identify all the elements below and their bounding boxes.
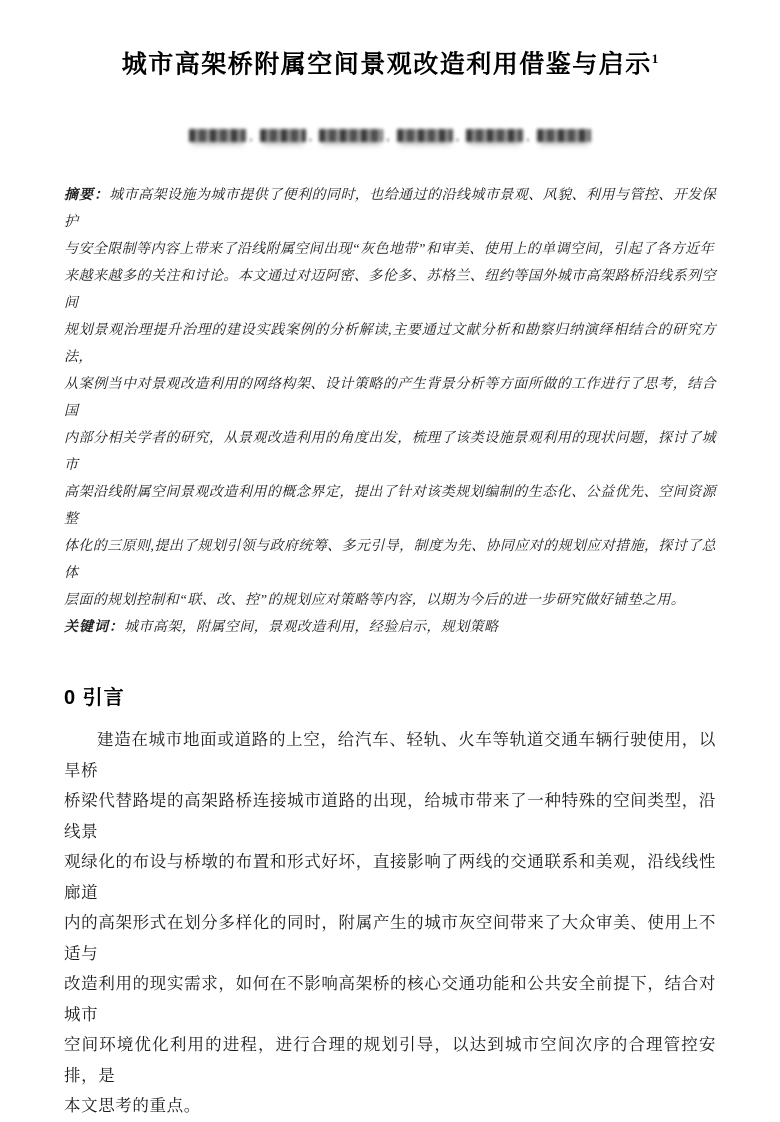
- intro-paragraph: [64, 725, 716, 1122]
- author-name-redacted: [466, 129, 523, 142]
- author-separator: ,: [455, 129, 460, 145]
- abstract-line: 高架沿线附属空间景观改造利用的概念界定，提出了针对该类规划编制的生态化、公益优先、空间资源整: [64, 485, 716, 528]
- abstract-line: 从案例当中对景观改造利用的网络构架、设计策略的产生背景分析等方面所做的工作进行了思考，结合国: [64, 377, 716, 420]
- document-page: [0, 44, 780, 1116]
- paragraph-line: 改造利用的现实需求，如何在不影响高架桥的核心交通功能和公共安全前提下，结合对城市: [64, 974, 716, 1024]
- abstract-block: [64, 182, 716, 641]
- abstract-line: 与安全限制等内容上带来了沿线附属空间出现“灰色地带”和审美、使用上的单调空间，引起了各方近年: [64, 242, 714, 258]
- author-separator: ,: [308, 129, 313, 145]
- section-heading: 0 引言: [64, 687, 125, 710]
- abstract-line: 层面的规划控制和“联、改、控”的规划应对策略等内容，以期为今后的进一步研究做好铺垫之用。: [64, 593, 686, 609]
- paragraph-line: 内的高架形式在划分多样化的同时，附属产生的城市灰空间带来了大众审美、使用上不适与: [64, 913, 716, 963]
- abstract-line: 来越来越多的关注和讨论。本文通过对迈阿密、多伦多、苏格兰、纽约等国外城市高架路桥沿线系列空间: [64, 269, 716, 312]
- abstract-text: 城市高架设施为城市提供了便利的同时，也给通过的沿线城市景观、风貌、利用与管控、开发保护: [64, 188, 716, 231]
- author-name-redacted: [319, 129, 383, 142]
- title-footnote-marker: 1: [651, 51, 659, 66]
- author-separator: ,: [386, 129, 390, 145]
- paragraph-line: 桥梁代替路堤的高架路桥连接城市道路的出现，给城市带来了一种特殊的空间类型，沿线景: [64, 791, 716, 841]
- abstract-line: 体化的三原则,提出了规划引领与政府统筹、多元引导，制度为先、协同应对的规划应对措施，探讨了总体: [64, 539, 716, 582]
- authors-line-redacted: [0, 126, 780, 144]
- abstract-line: [64, 182, 716, 236]
- paragraph-line: 观绿化的布设与桥墩的布置和形式好坏，直接影响了两线的交通联系和美观，沿线线性廊道: [64, 852, 716, 902]
- author-name-redacted: [189, 129, 246, 142]
- abstract-line: 规划景观治理提升治理的建设实践案例的分析解读,主要通过文献分析和勘察归纳演绎相结合的研究方法，: [64, 323, 716, 366]
- paragraph-line: 空间环境优化利用的进程，进行合理的规划引导，以达到城市空间次序的合理管控安排，是: [64, 1035, 716, 1085]
- abstract-label: 摘要：: [64, 188, 110, 204]
- author-name-redacted: [537, 129, 591, 142]
- keywords-label: 关键词：: [64, 620, 124, 636]
- author-separator: ,: [526, 129, 530, 145]
- abstract-line: 内部分相关学者的研究，从景观改造利用的角度出发，梳理了该类设施景观利用的现状问题，探讨了城市: [64, 431, 716, 474]
- keywords-line: [64, 614, 716, 641]
- author-name-redacted: [260, 129, 306, 142]
- paper-title: [40, 44, 740, 80]
- keywords-text: 城市高架，附属空间，景观改造利用，经验启示，规划策略: [124, 620, 499, 636]
- paragraph-line: 建造在城市地面或道路的上空，给汽车、轻轨、火车等轨道交通车辆行驶使用，以旱桥: [64, 730, 716, 780]
- paragraph-line: 本文思考的重点。: [64, 1096, 201, 1116]
- author-name-redacted: [397, 129, 453, 142]
- author-separator: ,: [249, 129, 253, 145]
- paper-title-text: 城市高架桥附属空间景观改造利用借鉴与启示: [121, 51, 652, 79]
